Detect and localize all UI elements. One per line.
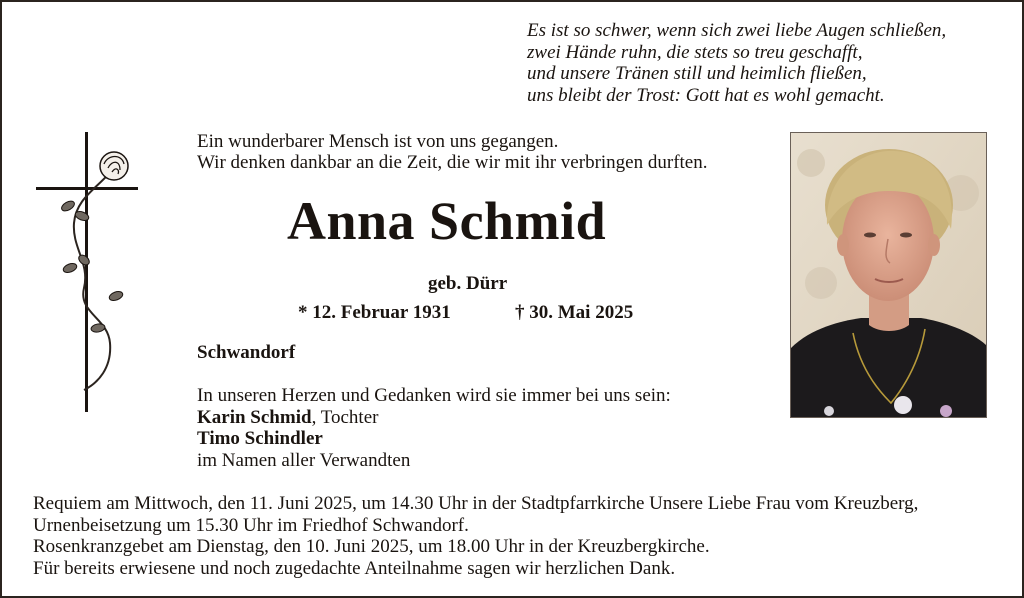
poem-line: uns bleibt der Trost: Gott hat es wohl gemacht. [527,84,885,106]
service-info [33,493,918,579]
poem-line: zwei Hände ruhn, die stets so treu geschafft, [527,41,863,63]
mourner-entry [197,428,671,450]
deceased-name: Anna Schmid [287,191,607,251]
intro-text [197,131,707,173]
mourners-closing: im Namen aller Verwandten [197,449,411,471]
service-line: Urnenbeisetzung um 15.30 Uhr im Friedhof Schwandorf. [33,514,469,536]
poem [527,20,1007,106]
poem-line: Es ist so schwer, wenn sich zwei liebe Augen schließen, [527,20,947,41]
death-date: † 30. Mai 2025 [515,302,634,323]
mourners-block [197,385,671,471]
cross-with-rose-icon [28,128,148,418]
intro-line: Wir denken dankbar an die Zeit, die wir mit ihr verbringen durften. [197,152,708,173]
mourner-relation: , Tochter [311,406,379,428]
portrait-photo [790,132,987,418]
mourners-heading: In unseren Herzen und Gedanken wird sie immer bei uns sein: [197,385,671,406]
poem-line: und unsere Tränen still und heimlich fließen, [527,63,867,84]
intro-line: Ein wunderbarer Mensch ist von uns gegangen. [197,131,559,152]
maiden-name: geb. Dürr [428,273,508,294]
service-line: Requiem am Mittwoch, den 11. Juni 2025, um 14.30 Uhr in der Stadtpfarrkirche Unsere Liebe Frau vom Kreuzberg, [33,493,919,514]
mourner-name: Timo Schindler [197,428,323,449]
service-line: Rosenkranzgebet am Dienstag, den 10. Juni 2025, um 18.00 Uhr in der Kreuzbergkirche. [33,536,710,557]
mourner-entry [197,407,671,429]
service-line: Für bereits erwiesene und noch zugedachte Anteilnahme sagen wir herzlichen Dank. [33,557,676,579]
place: Schwandorf [197,342,296,363]
birth-date: * 12. Februar 1931 [298,302,451,323]
mourner-name: Karin Schmid [197,406,312,428]
